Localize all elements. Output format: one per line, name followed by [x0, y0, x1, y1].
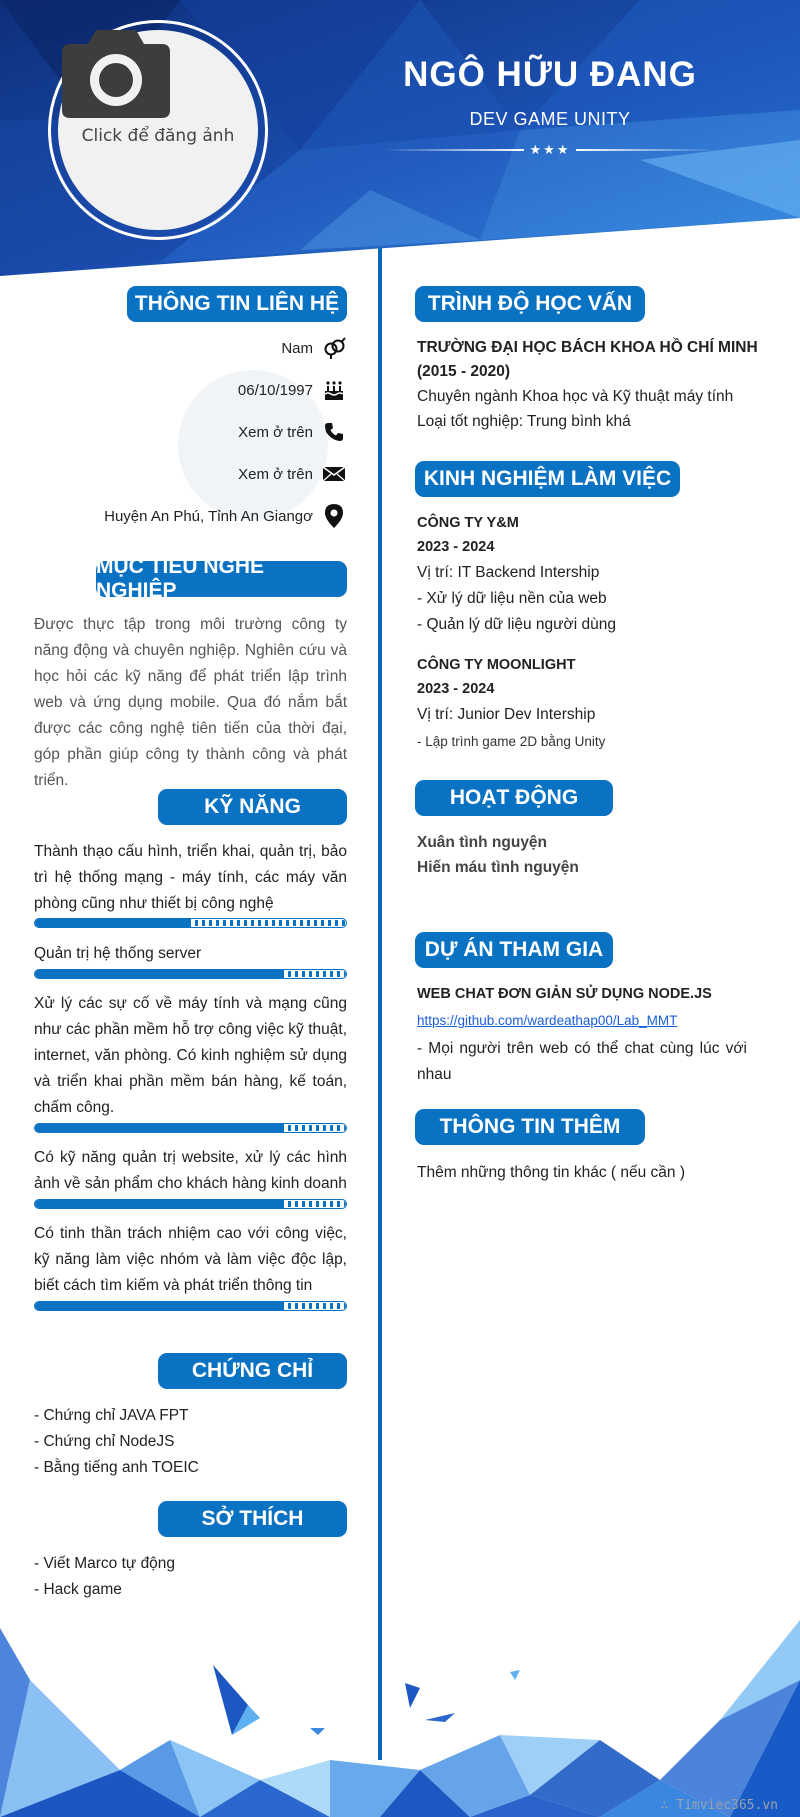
skill-bar-empty [284, 1125, 346, 1131]
skill-text: Quản trị hệ thống server [34, 945, 202, 962]
contact-gender-value: Nam [281, 339, 313, 357]
job-company: CÔNG TY Y&M [417, 515, 519, 531]
heading-work-experience: KINH NGHIỆM LÀM VIỆC [415, 461, 680, 497]
ornament-line-left [384, 149, 524, 151]
star-icon: ★★★ [529, 142, 571, 157]
name-block [380, 55, 720, 158]
skill-text: Xử lý các sự cố về máy tính và mạng cũng như các phần mềm hỗ trợ công việc kỹ thuật, internet, văn phòng. Có kinh nghiệm sử dụng và triển khai phần mềm bán hàng, kế toán, chấm công. [34, 995, 347, 1116]
skill-bar [34, 918, 347, 928]
skill-bar-empty [284, 1303, 346, 1309]
title-ornament [380, 142, 720, 158]
skill-bar [34, 1301, 347, 1311]
cake-icon [321, 377, 347, 403]
skill-bar-fill [35, 970, 284, 978]
location-icon [321, 503, 347, 529]
heading-activities: HOẠT ĐỘNG [415, 780, 613, 816]
hobby-item: - Hack game [34, 1581, 122, 1598]
skill-bar-fill [35, 919, 191, 927]
project-description: - Mọi người trên web có thể chat cùng lúc với nhau [417, 1040, 747, 1083]
activity-item: Hiến máu tình nguyện [417, 859, 579, 876]
job-period: 2023 - 2024 [417, 681, 495, 697]
project-title: WEB CHAT ĐƠN GIẢN SỬ DỤNG NODE.JS [417, 986, 712, 1002]
contact-address-value: Huyện An Phú, Tỉnh An Giangơ [104, 507, 313, 525]
contact-birthday [238, 377, 347, 403]
job-task: - Quản lý dữ liệu người dùng [417, 616, 616, 633]
cv-header [0, 0, 800, 280]
skill-bar-fill [35, 1124, 284, 1132]
skill-text: Có tinh thần trách nhiệm cao với công việc, kỹ năng làm việc nhóm và làm việc độc lập, biết cách tìm kiếm và phát triển thông tin [34, 1225, 347, 1294]
candidate-job-title: DEV GAME UNITY [469, 109, 631, 129]
cv-footer [0, 1620, 800, 1817]
certificate-item: - Chứng chỉ JAVA FPT [34, 1407, 189, 1424]
brand-watermark: ∴ Timviec365.vn [660, 1798, 778, 1813]
skill-bar-fill [35, 1302, 284, 1310]
job-task: - Xử lý dữ liệu nền của web [417, 590, 607, 607]
job-position: Vị trí: Junior Dev Intership [417, 706, 596, 723]
education-grade: Loại tốt nghiệp: Trung bình khá [417, 413, 631, 430]
skill-text: Thành thạo cấu hình, triển khai, quản trị, bảo trì hệ thống mạng - máy tính, các máy văn phòng cũng như thiết bị công nghệ [34, 843, 347, 912]
education-years: (2015 - 2020) [417, 363, 511, 380]
skill-bar [34, 1123, 347, 1133]
job-period: 2023 - 2024 [417, 539, 495, 555]
heading-projects: DỰ ÁN THAM GIA [415, 932, 613, 968]
avatar-upload[interactable] [48, 20, 268, 240]
contact-phone [238, 419, 347, 445]
certificate-item: - Bằng tiếng anh TOEIC [34, 1459, 199, 1476]
contact-birthday-value: 06/10/1997 [237, 381, 313, 399]
additional-info-text: Thêm những thông tin khác ( nếu cần ) [417, 1164, 686, 1181]
heading-hobbies: SỞ THÍCH [158, 1501, 347, 1537]
heading-career-objective: MỤC TIÊU NGHỀ NGHIỆP [96, 561, 347, 597]
phone-icon [321, 419, 347, 445]
skill-bar-empty [284, 971, 346, 977]
job-position: Vị trí: IT Backend Intership [417, 564, 600, 581]
project-link[interactable]: https://github.com/wardeathap00/Lab_MMT [417, 1013, 678, 1028]
career-objective-text: Được thực tập trong môi trường công ty năng động và chuyên nghiệp. Nghiên cứu và học hỏi các kỹ năng để phát triển lập trình web và ứng dụng mobile. Qua đó nắm bắt được các công nghệ tiên tiến của thời đại, góp phần giúp công ty thành công và phát triển. [34, 616, 347, 789]
contact-phone-value: Xem ở trên [238, 423, 313, 441]
job-task: - Lập trình game 2D bằng Unity [417, 734, 606, 749]
contact-gender [281, 335, 347, 361]
candidate-name: NGÔ HỮU ĐANG [403, 55, 697, 94]
skill-bar [34, 969, 347, 979]
contact-email-value: Xem ở trên [238, 465, 313, 483]
education-school: TRƯỜNG ĐẠI HỌC BÁCH KHOA HỒ CHÍ MINH [417, 339, 758, 356]
skill-text: Có kỹ năng quản trị website, xử lý các hình ảnh về sản phẩm cho khách hàng kinh doanh [34, 1149, 347, 1192]
camera-icon [58, 22, 174, 122]
job-company: CÔNG TY MOONLIGHT [417, 657, 576, 673]
activity-item: Xuân tình nguyện [417, 834, 548, 851]
heading-contact: THÔNG TIN LIÊN HỆ [127, 286, 347, 322]
heading-skills: KỸ NĂNG [158, 789, 347, 825]
heading-certificates: CHỨNG CHỈ [158, 1353, 347, 1389]
mail-icon [321, 461, 347, 487]
skill-bar-empty [284, 1201, 346, 1207]
avatar-placeholder[interactable] [58, 30, 258, 230]
skill-bar-fill [35, 1200, 284, 1208]
education-major: Chuyên ngành Khoa học và Kỹ thuật máy tính [417, 388, 734, 405]
skill-bar-empty [191, 920, 347, 926]
contact-email [238, 461, 347, 487]
hobby-item: - Viết Marco tự động [34, 1555, 176, 1572]
ornament-line-right [576, 149, 716, 151]
heading-education: TRÌNH ĐỘ HỌC VẤN [415, 286, 645, 322]
column-divider [378, 248, 382, 1760]
avatar-upload-label: Click để đăng ảnh [81, 126, 235, 146]
skill-bar [34, 1199, 347, 1209]
certificate-item: - Chứng chỉ NodeJS [34, 1433, 175, 1450]
gender-icon [321, 335, 347, 361]
footer-background [0, 1620, 800, 1817]
contact-address [104, 503, 347, 529]
heading-additional-info: THÔNG TIN THÊM [415, 1109, 645, 1145]
